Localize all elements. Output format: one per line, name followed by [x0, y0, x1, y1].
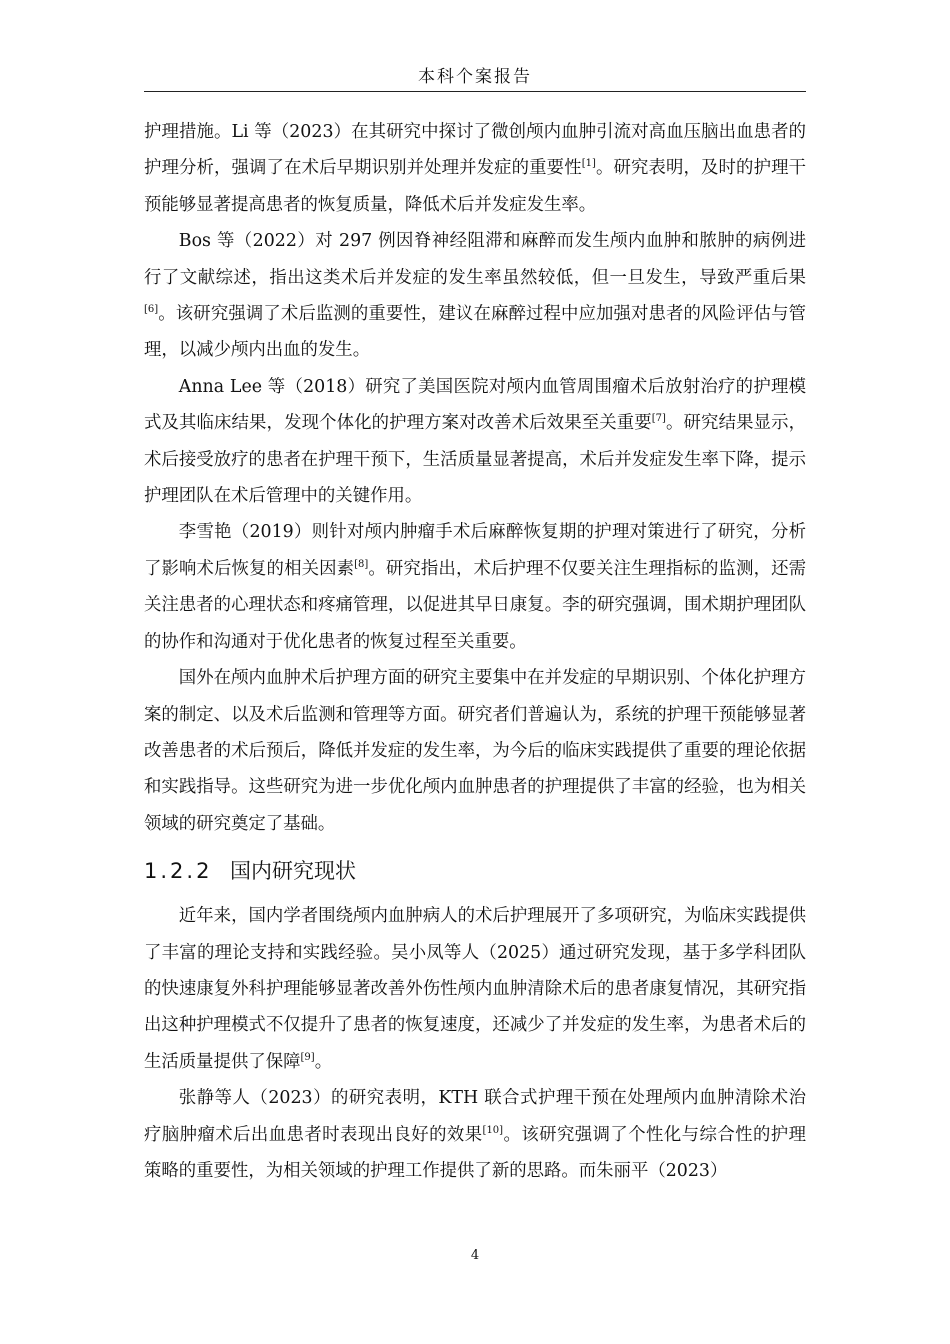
paragraph-text: 。研究结果显示，术后接受放疗的患者在护理干预下，生活质量显著提高，术后并发症发生率下降，提示护理团队在术后管理中的关键作用。 — [144, 413, 806, 507]
citation: [10] — [482, 1124, 504, 1136]
paragraph-text: Bos 等（2022）对 297 例因脊神经阻滞和麻醉而发生颅内血肿和脓肿的病例进行了文献综述，指出这类术后并发症的发生率虽然较低，但一旦发生，导致严重后果 — [144, 231, 806, 288]
citation: [9] — [300, 1051, 315, 1063]
paragraph-text: 近年来，国内学者围绕颅内血肿病人的术后护理展开了多项研究，为临床实践提供了丰富的理论支持和实践经验。吴小凤等人（2025）通过研究发现，基于多学科团队的快速康复外科护理能够显著改善外伤性颅内血肿清除术后的患者康复情况，其研究指出这种护理模式不仅提升了患者的恢复速度，还减少了并发症的发生率，为患者术后的生活质量提供了保障 — [144, 906, 806, 1072]
paragraph — [144, 369, 806, 515]
paragraph-text: Anna Lee 等（2018）研究了美国医院对颅内血管周围瘤术后放射治疗的护理模式及其临床结果，发现个体化的护理方案对改善术后效果至关重要 — [144, 376, 806, 434]
section-title: 国内研究现状 — [230, 859, 356, 884]
document-body — [144, 114, 806, 1189]
citation: [6] — [144, 304, 159, 316]
paragraph-text: 。该研究强调了术后监测的重要性，建议在麻醉过程中应加强对患者的风险评估与管理，以减少颅内出血的发生。 — [144, 304, 806, 361]
paragraph-text: 国外在颅内血肿术后护理方面的研究主要集中在并发症的早期识别、个体化护理方案的制定、以及术后监测和管理等方面。研究者们普遍认为，系统的护理干预能够显著改善患者的术后预后，降低并发症的发生率，为今后的临床实践提供了重要的理论依据和实践指导。这些研究为进一步优化颅内血肿患者的护理提供了丰富的经验，也为相关领域的研究奠定了基础。 — [144, 668, 806, 834]
paragraph-text: 。 — [314, 1051, 333, 1072]
paragraph — [144, 660, 806, 842]
paragraph — [144, 114, 806, 223]
paragraph-text: 护理措施。Li 等（2023）在其研究中探讨了微创颅内血肿引流对高血压脑出血患者的护理分析，强调了在术后早期识别并处理并发症的重要性 — [144, 122, 806, 179]
citation: [1] — [581, 158, 596, 170]
paragraph — [144, 223, 806, 369]
paragraph-text: 李雪艳（2019）则针对颅内肿瘤手术后麻醉恢复期的护理对策进行了研究，分析了影响术后恢复的相关因素 — [144, 522, 806, 579]
section-heading — [144, 856, 806, 886]
page-number: 4 — [470, 1248, 480, 1263]
citation: [7] — [651, 413, 666, 425]
header-divider — [144, 91, 806, 92]
paragraph — [144, 898, 806, 1080]
paragraph — [144, 514, 806, 660]
page-header: 本科个案报告 — [418, 67, 532, 87]
paragraph — [144, 1080, 806, 1189]
paragraph-text: 。研究表明，及时的护理干预能够显著提高患者的恢复质量，降低术后并发症发生率。 — [144, 158, 806, 215]
paragraph-text: 。该研究强调了个性化与综合性的护理策略的重要性，为相关领域的护理工作提供了新的思路。而朱丽平（2023） — [144, 1124, 806, 1181]
citation: [8] — [354, 559, 369, 571]
paragraph-text: 张静等人（2023）的研究表明，KTH 联合式护理干预在处理颅内血肿清除术治疗脑肿瘤术后出血患者时表现出良好的效果 — [144, 1088, 806, 1145]
section-number: 1.2.2 — [144, 859, 213, 884]
paragraph-text: 。研究指出，术后护理不仅要关注生理指标的监测，还需关注患者的心理状态和疼痛管理，以促进其早日康复。李的研究强调，围术期护理团队的协作和沟通对于优化患者的恢复过程至关重要。 — [144, 558, 806, 652]
